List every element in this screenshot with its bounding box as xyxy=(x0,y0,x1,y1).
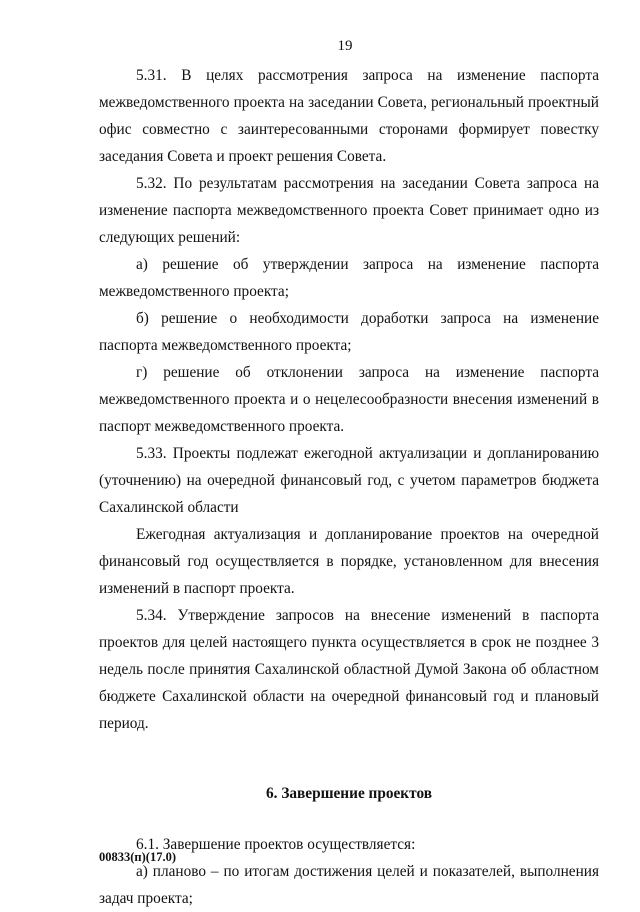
list-item-a-approve: а) решение об утверждении запроса на изменение паспорта межведомственного проекта; xyxy=(99,256,599,300)
list-item-a-planned: а) планово – по итогам достижения целей и показателей, выполнения задач проекта; xyxy=(99,863,599,907)
spacer xyxy=(99,737,599,759)
page-number: 19 xyxy=(337,38,353,54)
list-item-g-reject: г) решение об отклонении запроса на изменение паспорта межведомственного проекта и о нецелесообразности внесения изменений в паспорт межведомственного проекта. xyxy=(99,364,599,435)
paragraph-annual-update: Ежегодная актуализация и допланирование проектов на очередной финансовый год осуществляется в порядке, установленном для внесения изменений в паспорт проекта. xyxy=(99,526,599,597)
paragraph-6-1: 6.1. Завершение проектов осуществляется: xyxy=(136,836,416,853)
paragraph-5-31: 5.31. В целях рассмотрения запроса на изменение паспорта межведомственного проекта на заседании Совета, региональный проектный офис совместно с заинтересованными сторонами формирует повестку заседания Совета и проект решения Совета. xyxy=(99,67,599,165)
section-heading: 6. Завершение проектов xyxy=(266,785,432,802)
paragraph-5-34: 5.34. Утверждение запросов на внесение изменений в паспорта проектов для целей настоящего пункта осуществляется в срок не позднее 3 недель после принятия Сахалинской областной Думой Закона об областном бюджете Сахалинской области на очередной финансовый год и плановый период. xyxy=(99,607,599,732)
paragraph-5-32: 5.32. По результатам рассмотрения на заседании Совета запроса на изменение паспорта межведомственного проекта Совет принимает одно из следующих решений: xyxy=(99,175,599,246)
spacer xyxy=(99,807,599,831)
paragraph-5-33: 5.33. Проекты подлежат ежегодной актуализации и допланированию (уточнению) на очередной финансовый год, с учетом параметров бюджета Сахалинской области xyxy=(99,445,599,516)
document-code: 00833(п)(17.0) xyxy=(99,850,176,864)
document-body xyxy=(99,62,599,912)
list-item-b-revise: б) решение о необходимости доработки запроса на изменение паспорта межведомственного проекта; xyxy=(99,310,599,354)
